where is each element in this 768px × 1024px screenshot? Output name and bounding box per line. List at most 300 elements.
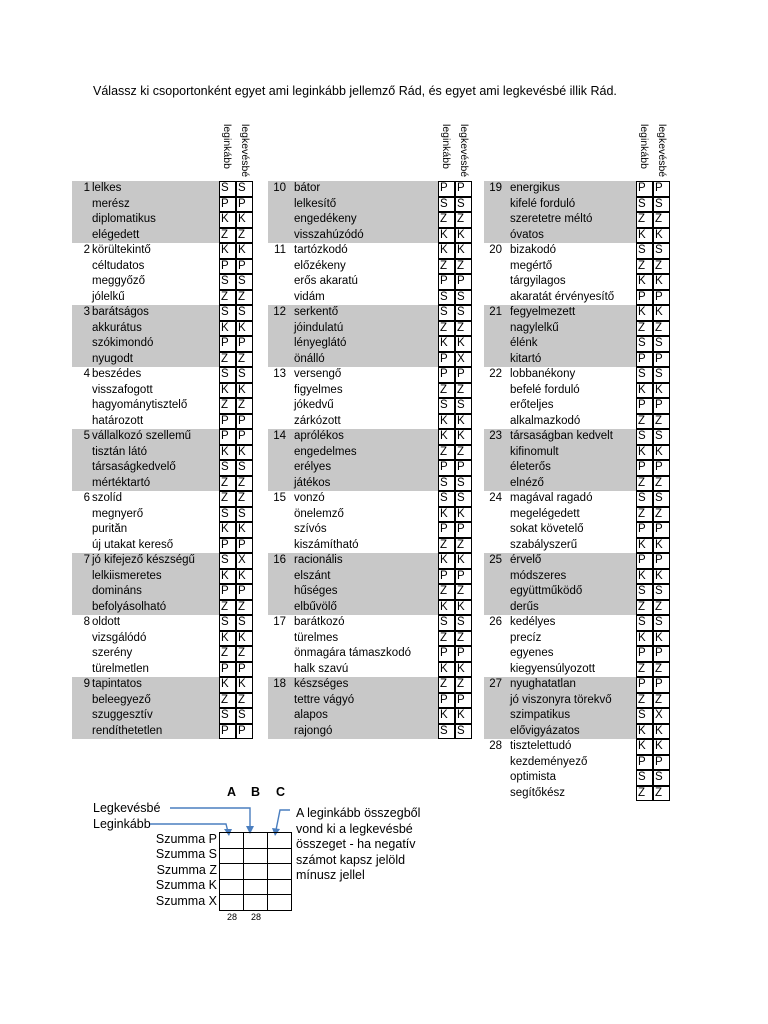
least-box[interactable]: K — [455, 228, 472, 244]
least-box[interactable]: K — [653, 383, 670, 399]
least-box[interactable]: P — [236, 336, 253, 352]
least-box[interactable]: Z — [236, 398, 253, 414]
most-box[interactable]: Z — [219, 646, 236, 662]
most-box[interactable]: K — [636, 739, 653, 755]
least-box[interactable]: S — [455, 491, 472, 507]
most-box[interactable]: K — [219, 569, 236, 585]
most-box[interactable]: K — [636, 631, 653, 647]
least-box[interactable]: K — [236, 631, 253, 647]
most-box[interactable]: P — [636, 522, 653, 538]
least-box[interactable]: S — [653, 197, 670, 213]
least-box[interactable]: P — [455, 693, 472, 709]
least-box[interactable]: K — [653, 228, 670, 244]
sum-cell[interactable] — [268, 833, 292, 849]
adjective-label: önmagára támaszkodó — [294, 647, 411, 659]
most-box[interactable]: P — [438, 646, 455, 662]
least-box[interactable]: P — [653, 553, 670, 569]
most-box[interactable]: Z — [219, 476, 236, 492]
least-box[interactable]: P — [236, 414, 253, 430]
most-box[interactable]: Z — [636, 600, 653, 616]
adjective-label: visszafogott — [92, 383, 153, 396]
most-box[interactable]: P — [219, 259, 236, 275]
adjective-label: tárgyilagos — [510, 275, 566, 287]
least-box[interactable]: Z — [236, 646, 253, 662]
least-box[interactable]: K — [455, 662, 472, 678]
group-number: 10 — [273, 182, 286, 194]
adjective-label: oldott — [92, 616, 121, 628]
least-box[interactable]: P — [455, 522, 472, 538]
most-box[interactable]: K — [219, 677, 236, 693]
most-box[interactable]: K — [438, 429, 455, 445]
least-box[interactable]: Z — [236, 228, 253, 244]
adjective-label: figyelmes — [294, 383, 343, 396]
least-box[interactable]: Z — [236, 352, 253, 368]
least-box[interactable]: Z — [653, 693, 670, 709]
most-box[interactable]: K — [219, 321, 236, 337]
most-box[interactable]: S — [636, 336, 653, 352]
most-box[interactable]: S — [636, 770, 653, 786]
most-box[interactable]: Z — [219, 352, 236, 368]
least-box[interactable]: Z — [653, 507, 670, 523]
most-box[interactable]: S — [219, 553, 236, 569]
least-box[interactable]: P — [455, 460, 472, 476]
least-box[interactable]: S — [236, 367, 253, 383]
most-box[interactable]: K — [636, 569, 653, 585]
adjective-label: beszédes — [92, 368, 142, 380]
least-box[interactable]: K — [653, 538, 670, 554]
adjective-label: vidám — [294, 290, 325, 303]
most-box[interactable]: P — [438, 569, 455, 585]
least-box[interactable]: K — [236, 569, 253, 585]
group-number: 19 — [489, 182, 502, 194]
least-box[interactable]: K — [653, 305, 670, 321]
least-box[interactable]: S — [653, 243, 670, 259]
least-box[interactable]: S — [653, 584, 670, 600]
most-box[interactable]: K — [636, 445, 653, 461]
most-box[interactable]: S — [438, 724, 455, 740]
most-box[interactable]: S — [438, 398, 455, 414]
group-number: 14 — [273, 430, 286, 442]
least-box[interactable]: S — [455, 398, 472, 414]
least-box[interactable]: S — [653, 336, 670, 352]
adjective-label: megértő — [510, 259, 553, 272]
least-box[interactable]: P — [455, 367, 472, 383]
adjective-label: elnéző — [510, 476, 544, 489]
most-box[interactable]: Z — [219, 600, 236, 616]
least-box[interactable]: Z — [653, 600, 670, 616]
most-box[interactable]: P — [636, 181, 653, 197]
least-box[interactable]: K — [236, 677, 253, 693]
most-box[interactable]: S — [438, 615, 455, 631]
sum-cell[interactable] — [244, 864, 268, 880]
most-box[interactable]: S — [438, 305, 455, 321]
most-box[interactable]: K — [636, 228, 653, 244]
adjective-label: lobbanékony — [510, 368, 576, 380]
most-box[interactable]: K — [636, 274, 653, 290]
most-box[interactable]: P — [219, 724, 236, 740]
most-box[interactable]: S — [438, 290, 455, 306]
most-box[interactable]: P — [219, 336, 236, 352]
adjective-label: erős akaratú — [294, 275, 358, 287]
most-label: Leginkább — [93, 817, 151, 831]
least-box[interactable]: Z — [653, 212, 670, 228]
most-box[interactable]: K — [438, 507, 455, 523]
most-box[interactable]: Z — [636, 476, 653, 492]
most-box[interactable]: Z — [438, 445, 455, 461]
least-box[interactable]: S — [653, 491, 670, 507]
most-box[interactable]: S — [219, 708, 236, 724]
least-box[interactable]: S — [236, 708, 253, 724]
adjective-label: szeretetre méltó — [510, 213, 593, 225]
most-box[interactable]: P — [438, 522, 455, 538]
least-box[interactable]: K — [236, 383, 253, 399]
most-box[interactable]: S — [219, 507, 236, 523]
least-box[interactable]: K — [455, 600, 472, 616]
sum-cell[interactable] — [220, 864, 244, 880]
header-least-label: legkevésbé — [656, 124, 668, 178]
least-box[interactable]: Z — [455, 584, 472, 600]
most-box[interactable]: Z — [438, 259, 455, 275]
most-box[interactable]: S — [636, 491, 653, 507]
adjective-label: fegyelmezett — [510, 306, 576, 318]
sum-cell[interactable] — [268, 895, 292, 911]
most-box[interactable]: K — [219, 212, 236, 228]
col-letter-c: C — [276, 785, 286, 799]
col-letter-b: B — [251, 785, 261, 799]
sum-cell[interactable] — [244, 848, 268, 864]
least-box[interactable]: S — [236, 181, 253, 197]
adjective-label: jóindulatú — [294, 321, 344, 334]
most-box[interactable]: S — [219, 367, 236, 383]
least-box[interactable]: K — [653, 724, 670, 740]
sum-cell[interactable] — [220, 879, 244, 895]
least-box[interactable]: P — [455, 569, 472, 585]
most-box[interactable]: K — [219, 243, 236, 259]
least-box[interactable]: K — [455, 336, 472, 352]
adjective-label: erőteljes — [510, 399, 554, 411]
adjective-label: szerény — [92, 647, 133, 659]
least-box[interactable]: X — [455, 352, 472, 368]
most-box[interactable]: S — [636, 615, 653, 631]
least-box[interactable]: S — [653, 367, 670, 383]
least-box[interactable]: P — [236, 538, 253, 554]
least-box[interactable]: Z — [455, 321, 472, 337]
least-box[interactable]: Z — [236, 693, 253, 709]
adjective-label: alkalmazkodó — [510, 414, 581, 427]
most-box[interactable]: S — [438, 197, 455, 213]
least-box[interactable]: Z — [236, 600, 253, 616]
least-box[interactable]: Z — [455, 212, 472, 228]
most-box[interactable]: K — [438, 336, 455, 352]
least-box[interactable]: K — [236, 522, 253, 538]
sum-cell[interactable] — [268, 864, 292, 880]
header-least-label: legkevésbé — [458, 124, 470, 178]
least-box[interactable]: Z — [455, 383, 472, 399]
least-box[interactable]: K — [653, 445, 670, 461]
most-box[interactable]: S — [438, 491, 455, 507]
adjective-label: magával ragadó — [510, 492, 593, 504]
group-number: 3 — [83, 306, 90, 318]
adjective-label: aprólékos — [294, 430, 344, 442]
most-box[interactable]: Z — [438, 321, 455, 337]
adjective-label: óvatos — [510, 228, 544, 241]
most-box[interactable]: S — [219, 181, 236, 197]
most-box[interactable]: Z — [636, 693, 653, 709]
most-box[interactable]: Z — [219, 290, 236, 306]
least-box[interactable]: P — [653, 522, 670, 538]
most-box[interactable]: K — [438, 243, 455, 259]
most-box[interactable]: S — [219, 305, 236, 321]
adjective-label: tartózkodó — [294, 244, 348, 256]
least-box[interactable]: Z — [653, 662, 670, 678]
adjective-label: engedelmes — [294, 445, 357, 458]
most-box[interactable]: P — [636, 677, 653, 693]
most-box[interactable]: P — [636, 553, 653, 569]
most-box[interactable]: K — [219, 445, 236, 461]
most-box[interactable]: K — [219, 631, 236, 647]
sum-cell[interactable] — [244, 895, 268, 911]
most-box[interactable]: Z — [438, 383, 455, 399]
most-box[interactable]: Z — [636, 212, 653, 228]
most-box[interactable]: P — [636, 755, 653, 771]
least-box[interactable]: K — [653, 274, 670, 290]
least-box[interactable]: K — [653, 631, 670, 647]
most-box[interactable]: P — [219, 197, 236, 213]
sum-cell[interactable] — [268, 848, 292, 864]
most-box[interactable]: P — [636, 290, 653, 306]
least-box[interactable]: K — [455, 429, 472, 445]
most-box[interactable]: K — [438, 228, 455, 244]
least-box[interactable]: S — [455, 305, 472, 321]
most-box[interactable]: P — [636, 352, 653, 368]
least-box[interactable]: S — [236, 460, 253, 476]
most-box[interactable]: P — [438, 181, 455, 197]
least-box[interactable]: Z — [455, 538, 472, 554]
adjective-label: derűs — [510, 600, 539, 613]
least-box[interactable]: P — [236, 724, 253, 740]
adjective-label: előzékeny — [294, 259, 346, 272]
adjective-label: kiszámítható — [294, 538, 359, 551]
sum-z-label: Szumma Z — [156, 863, 217, 877]
most-box[interactable]: P — [219, 538, 236, 554]
most-box[interactable]: Z — [636, 259, 653, 275]
most-box[interactable]: Z — [438, 212, 455, 228]
least-box[interactable]: Z — [653, 476, 670, 492]
least-box[interactable]: S — [236, 305, 253, 321]
adjective-label: precíz — [510, 631, 542, 644]
most-box[interactable]: Z — [438, 538, 455, 554]
most-box[interactable]: Z — [636, 662, 653, 678]
least-box[interactable]: Z — [236, 491, 253, 507]
least-box[interactable]: K — [236, 321, 253, 337]
least-box[interactable]: P — [236, 662, 253, 678]
least-box[interactable]: P — [653, 677, 670, 693]
most-box[interactable]: P — [219, 414, 236, 430]
group-number: 15 — [273, 492, 286, 504]
adjective-label: bizakodó — [510, 244, 557, 256]
least-box[interactable]: K — [236, 445, 253, 461]
least-box[interactable]: P — [653, 290, 670, 306]
least-box[interactable]: K — [236, 243, 253, 259]
least-box[interactable]: K — [653, 569, 670, 585]
least-box[interactable]: P — [653, 181, 670, 197]
adjective-label: önálló — [294, 352, 325, 365]
least-box[interactable]: K — [455, 243, 472, 259]
least-box[interactable]: K — [653, 739, 670, 755]
adjective-label: hűséges — [294, 585, 338, 597]
least-box[interactable]: Z — [455, 677, 472, 693]
adjective-label: serkentő — [294, 306, 339, 318]
sum-cell[interactable] — [244, 833, 268, 849]
most-box[interactable]: K — [438, 600, 455, 616]
most-box[interactable]: K — [438, 553, 455, 569]
group-number: 13 — [273, 368, 286, 380]
most-box[interactable]: S — [636, 367, 653, 383]
most-box[interactable]: Z — [219, 693, 236, 709]
adjective-label: jó viszonyra törekvő — [510, 693, 612, 706]
least-box[interactable]: Z — [455, 445, 472, 461]
most-box[interactable]: P — [219, 429, 236, 445]
adjective-label: szimpatikus — [510, 709, 571, 721]
most-box[interactable]: S — [636, 197, 653, 213]
most-box[interactable]: K — [438, 414, 455, 430]
least-box[interactable]: K — [455, 507, 472, 523]
most-box[interactable]: Z — [438, 584, 455, 600]
least-box[interactable]: Z — [653, 259, 670, 275]
note-line: vond ki a legkevésbé — [296, 821, 413, 836]
least-box[interactable]: S — [653, 615, 670, 631]
least-box[interactable]: P — [455, 274, 472, 290]
adjective-label: szívós — [294, 523, 327, 535]
most-box[interactable]: Z — [219, 228, 236, 244]
least-box[interactable]: Z — [236, 476, 253, 492]
least-box[interactable]: S — [653, 429, 670, 445]
most-box[interactable]: S — [438, 476, 455, 492]
most-box[interactable]: Z — [636, 786, 653, 802]
most-box[interactable]: P — [636, 646, 653, 662]
group-number: 8 — [83, 616, 90, 628]
most-box[interactable]: P — [636, 398, 653, 414]
most-box[interactable]: K — [636, 305, 653, 321]
note-line: számot kapsz jelöld — [296, 852, 406, 867]
least-box[interactable]: K — [455, 553, 472, 569]
header-most-label: leginkább — [638, 124, 650, 169]
least-box[interactable]: P — [653, 352, 670, 368]
most-box[interactable]: Z — [219, 398, 236, 414]
least-box[interactable]: S — [455, 476, 472, 492]
least-box[interactable]: Z — [653, 786, 670, 802]
most-box[interactable]: K — [636, 538, 653, 554]
most-box[interactable]: K — [219, 522, 236, 538]
sum-cell[interactable] — [220, 895, 244, 911]
adjective-label: kitartó — [510, 352, 542, 365]
least-box[interactable]: P — [653, 398, 670, 414]
least-box[interactable]: S — [236, 274, 253, 290]
group-number: 4 — [83, 368, 90, 380]
least-box[interactable]: S — [236, 507, 253, 523]
most-box[interactable]: P — [438, 460, 455, 476]
least-box[interactable]: P — [236, 584, 253, 600]
least-box[interactable]: K — [455, 414, 472, 430]
most-box[interactable]: S — [219, 615, 236, 631]
most-box[interactable]: Z — [438, 677, 455, 693]
most-box[interactable]: Z — [636, 321, 653, 337]
most-box[interactable]: Z — [438, 631, 455, 647]
most-box[interactable]: S — [636, 584, 653, 600]
least-box[interactable]: S — [455, 615, 472, 631]
most-box[interactable]: K — [438, 708, 455, 724]
least-box[interactable]: Z — [455, 259, 472, 275]
most-box[interactable]: Z — [636, 507, 653, 523]
most-box[interactable]: Z — [219, 491, 236, 507]
most-box[interactable]: S — [219, 274, 236, 290]
least-box[interactable]: P — [653, 755, 670, 771]
least-box[interactable]: S — [653, 770, 670, 786]
sum-cell[interactable] — [244, 879, 268, 895]
sum-cell[interactable] — [220, 848, 244, 864]
least-box[interactable]: K — [455, 708, 472, 724]
most-box[interactable]: P — [438, 693, 455, 709]
sum-cell[interactable] — [220, 833, 244, 849]
least-box[interactable]: P — [455, 646, 472, 662]
adjective-label: energikus — [510, 182, 560, 194]
most-box[interactable]: K — [438, 662, 455, 678]
least-box[interactable]: S — [455, 724, 472, 740]
least-box[interactable]: P — [236, 197, 253, 213]
least-box[interactable]: P — [653, 646, 670, 662]
adjective-label: megelégedett — [510, 507, 580, 520]
most-box[interactable]: K — [636, 383, 653, 399]
most-box[interactable]: S — [219, 460, 236, 476]
most-box[interactable]: P — [636, 460, 653, 476]
least-box[interactable]: S — [455, 197, 472, 213]
least-box[interactable]: X — [236, 553, 253, 569]
least-box[interactable]: P — [236, 259, 253, 275]
least-box[interactable]: Z — [236, 290, 253, 306]
most-box[interactable]: S — [636, 708, 653, 724]
most-box[interactable]: P — [219, 662, 236, 678]
most-box[interactable]: P — [219, 584, 236, 600]
least-box[interactable]: P — [653, 460, 670, 476]
sum-cell[interactable] — [268, 879, 292, 895]
least-box[interactable]: Z — [455, 631, 472, 647]
most-box[interactable]: P — [438, 274, 455, 290]
least-box[interactable]: X — [653, 708, 670, 724]
adjective-label: vállalkozó szellemű — [92, 430, 192, 442]
most-box[interactable]: S — [636, 429, 653, 445]
group-number: 16 — [273, 554, 286, 566]
least-box[interactable]: Z — [653, 321, 670, 337]
least-box[interactable]: Z — [653, 414, 670, 430]
group-number: 28 — [489, 740, 502, 752]
most-box[interactable]: P — [438, 352, 455, 368]
least-box[interactable]: P — [236, 429, 253, 445]
least-box[interactable]: S — [236, 615, 253, 631]
adjective-label: készséges — [294, 678, 349, 690]
least-box[interactable]: K — [236, 212, 253, 228]
most-box[interactable]: P — [438, 367, 455, 383]
most-box[interactable]: K — [219, 383, 236, 399]
adjective-label: barátságos — [92, 306, 149, 318]
most-box[interactable]: K — [636, 724, 653, 740]
most-box[interactable]: Z — [636, 414, 653, 430]
most-box[interactable]: S — [636, 243, 653, 259]
adjective-label: kifinomult — [510, 445, 559, 458]
least-box[interactable]: S — [455, 290, 472, 306]
adjective-label: szabályszerű — [510, 538, 578, 551]
least-box[interactable]: P — [455, 181, 472, 197]
group-number: 21 — [489, 306, 502, 318]
